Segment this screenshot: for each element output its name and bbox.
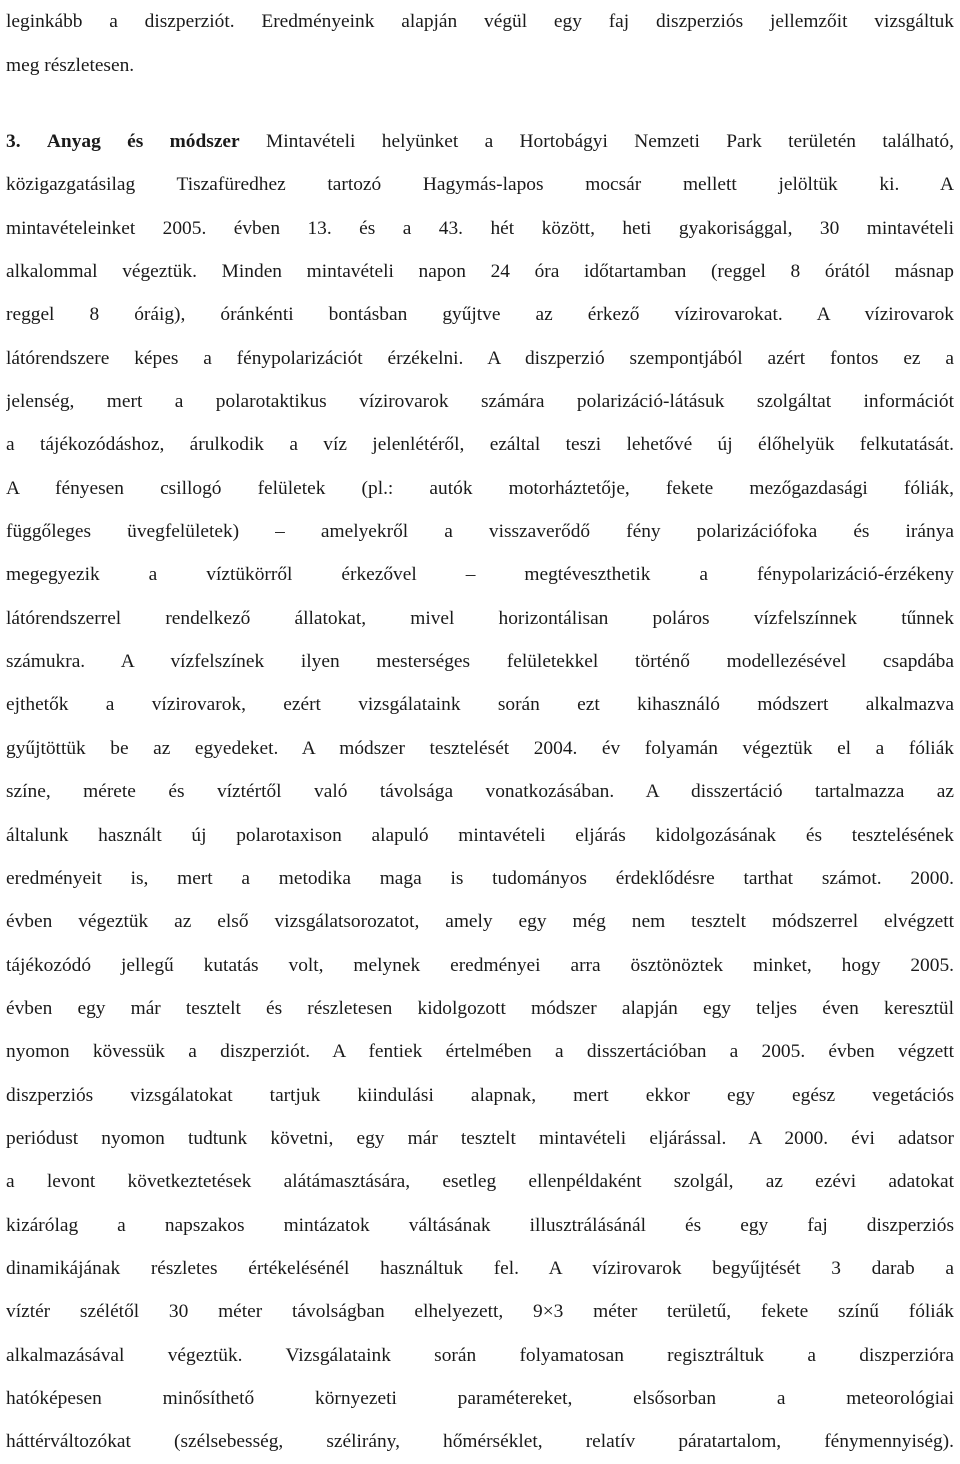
text-line: hatóképesen minősíthető környezeti paramétereket, elsősorban a meteorológiai	[6, 1387, 954, 1409]
section-paragraph	[6, 120, 954, 1464]
text-line: alkalommal végeztük. Minden mintavételi napon 24 óra időtartamban (reggel 8 órától másnap	[6, 261, 954, 283]
text-line: a tájékozódáshoz, árulkodik a víz jelenlétéről, ezáltal teszi lehetővé új élőhelyük felkutatását.	[6, 434, 954, 456]
text-line: alkalmazásával végeztük. Vizsgálataink során folyamatosan regisztráltuk a diszperzióra	[6, 1344, 954, 1366]
text-line: jelenség, mert a polarotaktikus vízirovarok számára polarizáció-látásuk szolgáltat információt	[6, 391, 954, 413]
text-line: ejthetők a vízirovarok, ezért vizsgálataink során ezt kihasználó módszert alkalmazva	[6, 694, 954, 716]
text-line: számukra. A vízfelszínek ilyen mesterséges felületekkel történő modellezésével csapdába	[6, 651, 954, 673]
intro-paragraph	[6, 0, 954, 87]
text-line: általunk használt új polarotaxison alapuló mintavételi eljárás kidolgozásának és tesztelésének	[6, 824, 954, 846]
text-line: kizárólag a napszakos mintázatok váltásának illusztrálásánál és egy faj diszperziós	[6, 1214, 954, 1236]
document-page	[6, 0, 954, 1460]
text-line: diszperziós vizsgálatokat tartjuk kiindulási alapnak, mert ekkor egy egész vegetációs	[6, 1084, 954, 1106]
text-line: látórendszere képes a fénypolarizációt érzékelni. A diszperzió szempontjából azért fontos ez a	[6, 347, 954, 369]
text-line: függőleges üvegfelületek) – amelyekről a visszaverődő fény polarizációfoka és iránya	[6, 521, 954, 543]
text-line: leginkább a diszperziót. Eredményeink alapján végül egy faj diszperziós jellemzőit vizsgáltuk	[6, 11, 954, 32]
text-line: évben egy már tesztelt és részletesen kidolgozott módszer alapján egy teljes éven keresztül	[6, 997, 954, 1019]
section-heading: Anyag és módszer	[46, 131, 240, 152]
text-line: színe, mérete és víztértől való távolsága vonatkozásában. A disszertáció tartalmazza az	[6, 781, 954, 803]
text-line: tájékozódó jellegű kutatás volt, melynek eredményei arra ösztönöztek minket, hogy 2005.	[6, 954, 954, 976]
text-line: eredményeit is, mert a metodika maga is tudományos érdeklődésre tarthat számot. 2000.	[6, 867, 954, 889]
text-line: víztér szélétől 30 méter távolságban elhelyezett, 9×3 méter területű, fekete színű fóliák	[6, 1301, 954, 1323]
text-line-fragment: Mintavételi helyünket a Hortobágyi Nemzeti Park területén található,	[266, 131, 954, 152]
text-line: dinamikájának részletes értékelésénél használtuk fel. A vízirovarok begyűjtését 3 darab a	[6, 1257, 954, 1279]
text-line: a levont következtetések alátámasztására, esetleg ellenpéldaként szolgál, az ezévi adatokat	[6, 1171, 954, 1193]
text-line: évben végeztük az első vizsgálatsorozatot, amely egy még nem tesztelt módszerrel elvégzett	[6, 911, 954, 933]
text-line: meg részletesen.	[6, 55, 135, 76]
section-number: 3.	[6, 131, 21, 152]
text-line: háttérváltozókat (szélsebesség, szélirány, hőmérséklet, relatív páratartalom, fénymennyiség).	[6, 1431, 954, 1453]
text-line: nyomon kövessük a diszperziót. A fentiek értelmében a disszertációban a 2005. évben végzett	[6, 1041, 954, 1063]
text-line: periódust nyomon tudtunk követni, egy már tesztelt mintavételi eljárással. A 2000. évi adatsor	[6, 1127, 954, 1149]
text-line: A fényesen csillogó felületek (pl.: autók motorháztetője, fekete mezőgazdasági fóliák,	[6, 477, 954, 499]
section-first-line	[6, 120, 954, 163]
text-line: látórendszerrel rendelkező állatokat, mivel horizontálisan poláros vízfelszínnek tűnnek	[6, 607, 954, 629]
text-line: megegyezik a víztükörről érkezővel – megtéveszthetik a fénypolarizáció-érzékeny	[6, 564, 954, 586]
text-line: mintavételeinket 2005. évben 13. és a 43. hét között, heti gyakorisággal, 30 mintavételi	[6, 217, 954, 239]
text-line: közigazgatásilag Tiszafüredhez tartozó Hagymás-lapos mocsár mellett jelöltük ki. A	[6, 174, 954, 196]
text-line: gyűjtöttük be az egyedeket. A módszer tesztelését 2004. év folyamán végeztük el a fóliák	[6, 737, 954, 759]
text-line: reggel 8 óráig), óránkénti bontásban gyűjtve az érkező vízirovarokat. A vízirovarok	[6, 304, 954, 326]
